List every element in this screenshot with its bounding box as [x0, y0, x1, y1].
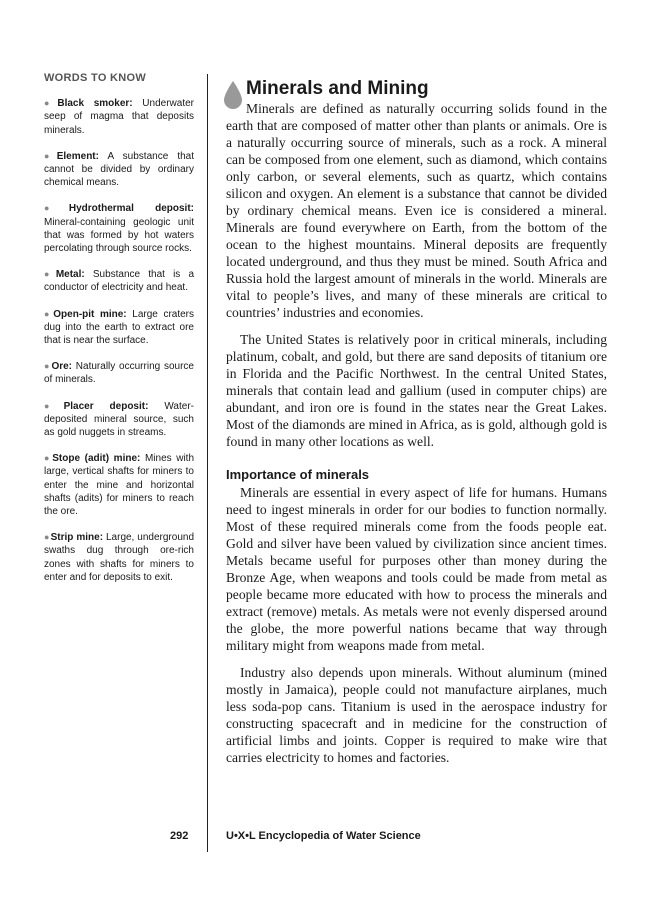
article-paragraph: Minerals are essential in every aspect of life for humans. Humans need to ingest minerals in order for our bodies to function normally. Most of these required minerals come from the foods people eat. Gold and silver have been valued by civilization since ancient times. Metals became useful for purposes other than money during the Bronze Age, when weapons and tools could be made from metal as people became more educated with how to process the minerals and extract (remove) metals. As metals were not evenly dispersed around the globe, the more powerful nations became that way through military might from weapons made from metal.	[226, 485, 607, 653]
water-drop-icon: ●	[44, 361, 51, 372]
glossary-term	[44, 97, 194, 137]
section-heading: Importance of minerals	[226, 467, 370, 482]
water-drop-icon: ●	[44, 453, 52, 464]
water-drop-icon: ●	[44, 203, 68, 214]
term-word: Metal:	[55, 269, 85, 281]
water-drop-icon: ●	[44, 150, 56, 161]
water-drop-icon: ●	[44, 532, 50, 543]
glossary-term	[44, 452, 194, 518]
article-body	[226, 78, 607, 776]
glossary-term	[44, 202, 194, 255]
column-divider	[207, 74, 208, 852]
term-definition: Naturally occurring source of minerals.	[44, 361, 194, 386]
page-number: 292	[170, 830, 189, 842]
water-drop-icon	[222, 80, 244, 110]
term-definition: Substance that is a conductor of electricity and heat.	[44, 269, 195, 294]
term-definition: Water-deposited mineral source, such as gold nuggets in streams.	[44, 400, 194, 439]
term-definition: Large, underground swaths dug through ore-rich zones with shafts for miners to enter and for deposits to exit.	[44, 532, 195, 583]
term-word: Open-pit mine:	[53, 308, 127, 320]
term-word: Black smoker:	[57, 98, 133, 110]
term-word: Placer deposit:	[63, 400, 149, 412]
book-title: U•X•L Encyclopedia of Water Science	[226, 830, 421, 842]
sidebar-heading: WORDS TO KNOW	[44, 72, 147, 84]
term-word: Element:	[56, 150, 99, 162]
water-drop-icon: ●	[44, 308, 53, 319]
glossary-term	[44, 531, 194, 584]
water-drop-icon: ●	[44, 400, 63, 411]
article-title: Minerals and Mining	[246, 78, 429, 99]
title-row	[226, 78, 607, 100]
term-word: Ore:	[51, 361, 73, 373]
article-paragraph: The United States is relatively poor in critical minerals, including platinum, cobalt, and gold, but there are sand deposits of titanium ore in Florida and the Pacific Northwest. In the central United States, minerals that contain lead and gallium (used in computer chips) are abundant, and iron ore is found in the states near the Great Lakes. Most of the diamonds are mined in Africa, as is gold, although gold is found in many other locations as well.	[226, 332, 607, 449]
water-drop-icon: ●	[44, 98, 57, 109]
term-definition: Large craters dug into the earth to extract ore that is near the surface.	[44, 308, 194, 347]
article-paragraph: Industry also depends upon minerals. Without aluminum (mined mostly in Jamaica), people could not manufacture airplanes, much less soda-pop cans. Titanium is used in the aerospace industry for constructing spacecraft and in medicine for the construction of artificial limbs and joints. Copper is required to make wire that carries electricity to homes and factories.	[226, 665, 607, 765]
term-definition: A substance that cannot be divided by ordinary chemical means.	[44, 150, 195, 189]
glossary-term	[44, 150, 194, 190]
article-paragraph: Minerals are defined as naturally occurring solids found in the earth that are composed of matter other than plants or animals. Ore is a naturally occurring source of minerals, such as a rock. A mineral can be composed from one element, such as diamond, which contains only carbon, or several elements, such as quartz, which contains silicon and oxygen. An element is a substance that cannot be divided by ordinary chemical means. Even ice is considered a mineral. Minerals are found everywhere on Earth, from the bottom of the ocean to the highest mountains. Mineral deposits are frequently located underground, and thus they must be mined. South Africa and Russia hold the largest amount of minerals in the world. Minerals are vital to people’s lives, and many of these minerals are critical to countries’ industries and economies.	[226, 101, 607, 320]
term-word: Hydrothermal deposit:	[68, 203, 194, 215]
water-drop-icon: ●	[44, 269, 55, 280]
glossary-term	[44, 360, 194, 386]
glossary-term	[44, 268, 194, 294]
term-definition: Underwater seep of magma that deposits minerals.	[44, 98, 194, 136]
term-word: Stope (adit) mine:	[52, 453, 141, 465]
glossary-term	[44, 400, 194, 440]
words-to-know-sidebar	[44, 72, 194, 597]
term-definition: Mines with large, vertical shafts for miners to enter the mine and horizontal shafts (adits) for miners to reach the ore.	[44, 453, 195, 518]
term-definition: Mineral-containing geologic unit that was formed by hot waters percolating through source rocks.	[44, 216, 194, 255]
glossary-term	[44, 308, 194, 348]
term-word: Strip mine:	[50, 532, 104, 544]
